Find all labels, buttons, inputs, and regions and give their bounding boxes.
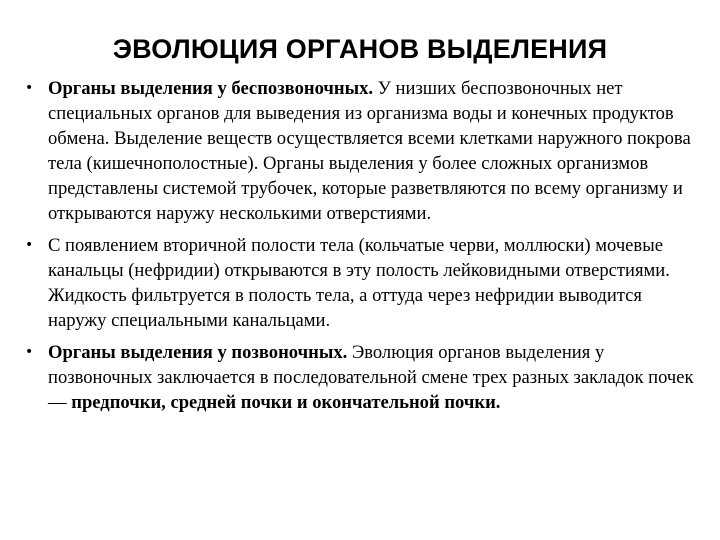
bullet-text: С появлением вторичной полости тела (кольчатые черви, моллюски) мочевые канальцы (нефридии) открываются в эту полость лейковидными отверстиями. Жидкость фильтруется в полость тела, а оттуда через нефридии выводится наружу специальными канальцами. [48,235,670,331]
bullet-item-vertebrates [22,340,698,415]
bullet-list [22,76,698,422]
bullet-dot-icon: • [25,80,34,96]
slide-title: ЭВОЛЮЦИЯ ОРГАНОВ ВЫДЕЛЕНИЯ [112,34,608,64]
bullet-item-invertebrates [22,76,698,226]
bullet-dot-icon: • [25,237,34,253]
bullet-text: Эволюция органов выделения у позвоночных заключается в последовательной смене трех разных закладок почек — [48,342,694,413]
bullet-item-secondary-cavity [22,233,698,333]
bullet-dot-icon: • [25,344,34,360]
bullet-lead-bold: Органы выделения у беспозвоночных. [48,78,374,99]
bullet-lead-bold: Органы выделения у позвоночных. [48,342,348,363]
bullet-tail-bold: предпочки, средней почки и окончательной почки. [71,392,501,413]
bullet-text: У низших беспозвоночных нет специальных органов для выведения из организма воды и конечных продуктов обмена. Выделение веществ осуществляется всеми клетками наружного покрова тела (кишечнополостные). Органы выделения у более сложных организмов представлены системой трубочек, которые разветвляются по всему организму и открываются наружу несколькими отверстиями. [48,78,691,224]
